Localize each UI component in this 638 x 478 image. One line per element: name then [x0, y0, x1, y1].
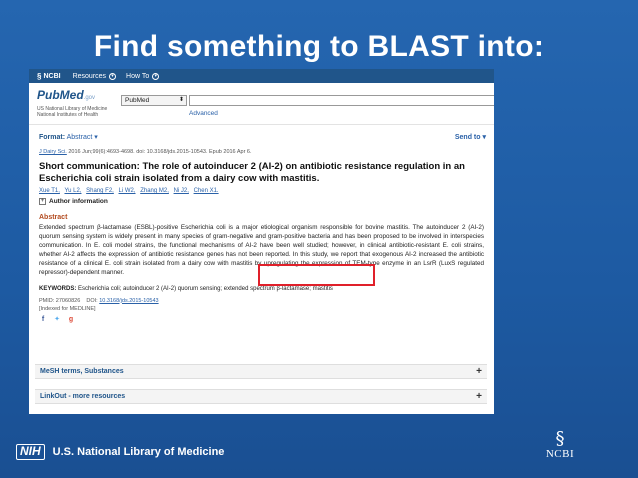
keywords-list: Escherichia coli; autoinducer 2 (AI-2) quorum sensing; extended spectrum β-lactamase; mastitis — [78, 285, 333, 292]
format-value: Abstract — [66, 134, 93, 141]
database-select[interactable] — [121, 95, 187, 106]
author-link[interactable]: Yu L2, — [64, 188, 82, 194]
ncbi-footer-label: NCBI — [545, 448, 575, 460]
ncbi-logo[interactable] — [37, 72, 61, 81]
chevron-down-icon: ▾ — [94, 134, 98, 141]
doi-link[interactable]: 10.3168/jds.2015-10543 — [99, 297, 159, 304]
nih-badge: NIH — [16, 444, 45, 460]
resources-menu[interactable] — [73, 73, 116, 80]
lsrr-highlight-box — [258, 264, 375, 286]
citation-details: 2016 Jun;99(6):4693-4698. doi: 10.3168/jds.2015-10543. Epub 2016 Apr 6. — [68, 149, 252, 155]
ncbi-helix-icon: § — [37, 71, 42, 81]
article-title: Short communication: The role of autoinducer 2 (AI-2) on antibiotic resistance regulation in an Escherichia coli strain isolated from a dairy cow with mastitis. — [39, 161, 465, 184]
accordion-label: LinkOut - more resources — [40, 393, 126, 400]
abstract-text: Extended spectrum β-lactamase (ESBL)-positive Escherichia coli is a major etiological organism responsible for bovine mastitis. The autoinducer 2 (AI-2) quorum sensing system is widely present in many species of gram-negative and gram-positive bacteria and has been proposed to be involved in interspecies communication. In E. coli model strains, the functional mechanisms of AI-2 have been well studied; however, in clinical antibiotic-resistant E. coli strains, whether AI-2 affects the expression of antibiotic resistance genes has not been reported. In this study, we report that exogenous AI-2 increased the antibiotic resistance of a clinical E. coli strain isolated from a dairy cow with mastitis by upregulating the expression of TEM-type enzyme in an LsrR (LuxS regulated repressor)-dependent manner. — [39, 224, 484, 277]
search-input[interactable] — [189, 95, 494, 106]
pmid: PMID: 27060826 — [39, 297, 81, 304]
slide-title: Find something to BLAST into: — [93, 30, 545, 63]
accordion-label: MeSH terms, Substances — [40, 368, 124, 375]
linkout-accordion[interactable] — [35, 389, 487, 404]
ncbi-logo-text: NCBI — [43, 72, 61, 80]
format-row — [29, 133, 494, 147]
author-list — [29, 185, 494, 194]
nih-subtitle: National Institutes of Health — [37, 112, 99, 118]
nlm-subtitle: US National Library of Medicine — [37, 106, 108, 112]
advanced-search-link[interactable]: Advanced — [189, 110, 218, 117]
select-arrow-icon: ⬍ — [178, 97, 184, 103]
ncbi-helix-icon: § — [555, 428, 565, 449]
identifiers — [29, 292, 494, 304]
expand-icon: + — [40, 198, 45, 204]
author-information-toggle[interactable] — [29, 194, 494, 205]
share-buttons — [29, 312, 494, 324]
medline-status: [Indexed for MEDLINE] — [39, 305, 96, 312]
database-select-value: PubMed — [125, 97, 150, 104]
pubmed-logo[interactable] — [37, 88, 95, 102]
journal-link[interactable]: J Dairy Sci. — [39, 149, 67, 155]
howto-menu-label: How To — [126, 72, 150, 80]
resources-menu-label: Resources — [72, 72, 107, 80]
pubmed-logo-text: PubMed — [37, 88, 84, 102]
chevron-down-icon: ▾ — [109, 73, 116, 80]
nih-footer-logo — [16, 444, 224, 460]
author-link[interactable]: Li W2, — [118, 188, 136, 194]
ncbi-top-bar — [29, 69, 494, 83]
author-link[interactable]: Xue T1, — [39, 188, 60, 194]
author-link[interactable]: Chen X1. — [193, 188, 219, 194]
ncbi-footer-logo — [540, 430, 580, 460]
search-header — [29, 83, 494, 125]
format-label: Format: — [39, 134, 66, 141]
facebook-icon[interactable]: f — [41, 315, 45, 323]
author-link[interactable]: Shang F2, — [86, 188, 114, 194]
send-to-label: Send to — [454, 134, 481, 141]
abstract-heading: Abstract — [39, 214, 68, 221]
pubmed-logo-subtitle — [37, 106, 107, 118]
author-link[interactable]: Zhang M2, — [140, 188, 169, 194]
howto-menu[interactable] — [126, 73, 159, 80]
pubmed-screenshot — [29, 69, 494, 414]
doi-label: DOI: — [86, 297, 98, 304]
author-link[interactable]: Ni J2, — [173, 188, 189, 194]
plus-icon: + — [476, 391, 482, 402]
plus-icon: + — [476, 366, 482, 377]
author-information-label: Author information — [49, 198, 108, 205]
google-plus-icon[interactable]: g — [68, 315, 74, 323]
format-selector[interactable] — [39, 133, 98, 141]
keywords-label: KEYWORDS: — [39, 285, 77, 292]
send-to-menu[interactable] — [455, 133, 486, 141]
twitter-icon[interactable]: ✦ — [54, 315, 60, 323]
nlm-name: U.S. National Library of Medicine — [52, 446, 225, 458]
mesh-terms-accordion[interactable] — [35, 364, 487, 379]
chevron-down-icon: ▾ — [482, 134, 486, 141]
pubmed-logo-gov: .gov — [83, 95, 96, 101]
chevron-down-icon: ▾ — [152, 73, 159, 80]
